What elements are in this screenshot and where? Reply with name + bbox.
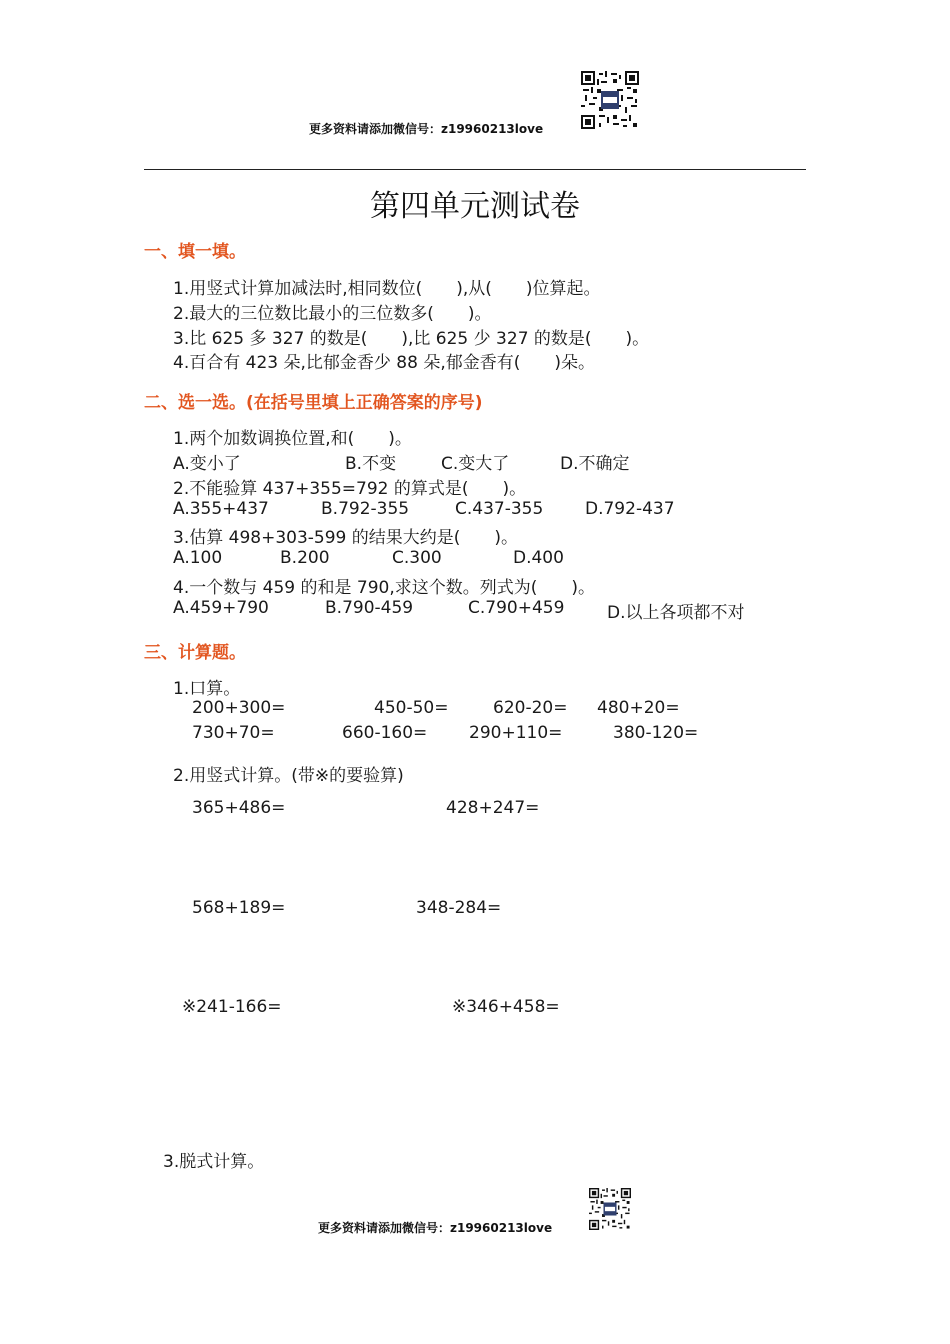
oral-problem: 730+70= xyxy=(192,723,275,743)
footer-notice: 更多资料请添加微信号：z19960213love xyxy=(318,1221,553,1235)
choice-option: B.790-459 xyxy=(325,598,414,618)
vertical-calc-label: 2.用竖式计算。(带※的要验算) xyxy=(173,766,404,786)
oral-problem: 290+110= xyxy=(469,723,563,743)
choice-option: A.459+790 xyxy=(173,598,269,618)
choice-option: B.不变 xyxy=(345,454,397,474)
qr-code-bottom xyxy=(589,1188,631,1230)
vertical-problem: 568+189= xyxy=(192,898,286,918)
page-title: 第四单元测试卷 xyxy=(370,189,580,224)
choice-option: A.355+437 xyxy=(173,499,269,519)
vertical-problem: 428+247= xyxy=(446,798,540,818)
header-notice: 更多资料请添加微信号：z19960213love xyxy=(309,122,544,136)
qr-code-top xyxy=(581,71,639,129)
choice-option: D.不确定 xyxy=(560,454,630,474)
choice-question-2: 2.不能验算 437+355=792 的算式是( )。 xyxy=(173,479,527,499)
choice-option: B.200 xyxy=(280,548,330,568)
header-divider xyxy=(144,169,806,170)
fill-question-2: 2.最大的三位数比最小的三位数多( )。 xyxy=(173,304,492,324)
vertical-problem: ※346+458= xyxy=(452,997,560,1017)
choice-option: C.790+459 xyxy=(468,598,565,618)
oral-problem: 380-120= xyxy=(613,723,699,743)
choice-option: C.437-355 xyxy=(455,499,544,519)
oral-problem: 620-20= xyxy=(493,698,568,718)
oral-problem: 660-160= xyxy=(342,723,428,743)
stepwise-calc-label: 3.脱式计算。 xyxy=(163,1152,265,1172)
choice-option: C.300 xyxy=(392,548,442,568)
oral-problem: 200+300= xyxy=(192,698,286,718)
choice-option: B.792-355 xyxy=(321,499,410,519)
section-heading-calc: 三、计算题。 xyxy=(144,643,246,663)
oral-problem: 480+20= xyxy=(597,698,680,718)
fill-question-3: 3.比 625 多 327 的数是( ),比 625 少 327 的数是( )。 xyxy=(173,329,650,349)
vertical-problem: ※241-166= xyxy=(182,997,282,1017)
section-heading-choice: 二、选一选。(在括号里填上正确答案的序号) xyxy=(144,393,483,413)
oral-problem: 450-50= xyxy=(374,698,449,718)
fill-question-4: 4.百合有 423 朵,比郁金香少 88 朵,郁金香有( )朵。 xyxy=(173,353,595,373)
choice-option: D.792-437 xyxy=(585,499,675,519)
fill-question-1: 1.用竖式计算加减法时,相同数位( ),从( )位算起。 xyxy=(173,279,601,299)
choice-option: D.400 xyxy=(513,548,564,568)
choice-option: C.变大了 xyxy=(441,454,510,474)
choice-question-1: 1.两个加数调换位置,和( )。 xyxy=(173,429,412,449)
vertical-problem: 348-284= xyxy=(416,898,502,918)
choice-question-4: 4.一个数与 459 的和是 790,求这个数。列式为( )。 xyxy=(173,578,595,598)
vertical-problem: 365+486= xyxy=(192,798,286,818)
choice-option: A.100 xyxy=(173,548,223,568)
choice-option: D.以上各项都不对 xyxy=(607,603,745,623)
oral-calc-label: 1.口算。 xyxy=(173,679,241,699)
section-heading-fill: 一、填一填。 xyxy=(144,242,246,262)
choice-option: A.变小了 xyxy=(173,454,241,474)
choice-question-3: 3.估算 498+303-599 的结果大约是( )。 xyxy=(173,528,519,548)
